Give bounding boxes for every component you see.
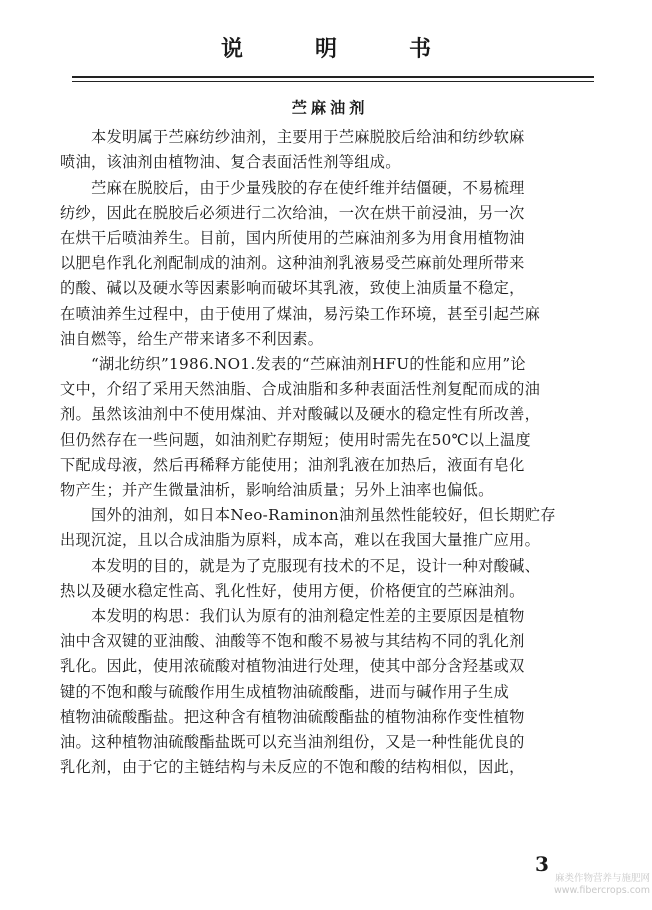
text-line: “湖北纺织”1986.NO1.发表的“苎麻油剂HFU的性能和应用”论 [60, 355, 526, 374]
text-line: 喷油，该油剂由植物油、复合表面活性剂等组成。 [60, 153, 401, 172]
header-rule-thin [72, 81, 594, 82]
text-line: 但仍然存在一些问题，如油剂贮存期短；使用时需先在50℃以上温度 [60, 430, 531, 449]
text-line: 文中，介绍了采用天然油脂、合成油脂和多种表面活性剂复配而成的油 [60, 380, 541, 399]
document-body [60, 96, 600, 780]
text-line: 植物油硫酸酯盐。把这种含有植物油硫酸酯盐的植物油称作变性植物 [60, 707, 525, 726]
text-line: 纺纱，因此在脱胶后必须进行二次给油，一次在烘干前浸油，另一次 [60, 203, 525, 222]
text-line: 国外的油剂，如日本Neo-Raminon油剂虽然性能较好，但长期贮存 [60, 506, 556, 525]
text-line: 的酸、碱以及硬水等因素影响而破坏其乳液，致使上油质量不稳定， [60, 279, 525, 298]
text-line: 在喷油养生过程中，由于使用了煤油，易污染工作环境，甚至引起苎麻 [60, 304, 541, 323]
text-line: 物产生；并产生微量油析，影响给油质量；另外上油率也偏低。 [60, 481, 494, 500]
text-line: 苎麻在脱胶后，由于少量残胶的存在使纤维并结僵硬，不易梳理 [60, 178, 525, 197]
watermark-title: 麻类作物营养与施肥网 [554, 873, 650, 884]
text-line: 在烘干后喷油养生。目前，国内所使用的苎麻油剂多为用食用植物油 [60, 229, 525, 248]
text-line: 热以及硬水稳定性高、乳化性好，使用方便，价格便宜的苎麻油剂。 [60, 581, 525, 600]
text-line: 乳化。因此，使用浓硫酸对植物油进行处理，使其中部分含羟基或双 [60, 657, 525, 676]
page-number: 3 [535, 852, 549, 876]
header-rule-thick [72, 76, 594, 78]
text-line: 油。这种植物油硫酸酯盐既可以充当油剂组份，又是一种性能优良的 [60, 733, 525, 752]
text-line: 本发明的目的，就是为了克服现有技术的不足，设计一种对酸碱、 [60, 556, 541, 575]
text-line: 本发明属于苎麻纺纱油剂，主要用于苎麻脱胶后给油和纺纱软麻 [60, 128, 525, 147]
text-line: 乳化剂，由于它的主链结构与未反应的不饱和酸的结构相似，因此， [60, 758, 525, 777]
document-title: 说明书 [220, 36, 503, 62]
section-subtitle: 苎麻油剂 [291, 99, 369, 117]
text-line: 以肥皂作乳化剂配制成的油剂。这种油剂乳液易受苎麻前处理所带来 [60, 254, 525, 273]
text-line: 油中含双键的亚油酸、油酸等不饱和酸不易被与其结构不同的乳化剂 [60, 632, 525, 651]
text-line: 出现沉淀，且以合成油脂为原料，成本高，难以在我国大量推广应用。 [60, 531, 541, 550]
text-line: 下配成母液，然后再稀释方能使用；油剂乳液在加热后，液面有皂化 [60, 455, 525, 474]
text-line: 键的不饱和酸与硫酸作用生成植物油硫酸酯，进而与碱作用子生成 [60, 682, 510, 701]
text-line: 本发明的构思：我们认为原有的油剂稳定性差的主要原因是植物 [60, 607, 525, 626]
text-line: 剂。虽然该油剂中不使用煤油、并对酸碱以及硬水的稳定性有所改善， [60, 405, 541, 424]
watermark-url: www.fibercrops.com [553, 885, 650, 896]
watermark [502, 873, 650, 897]
text-line: 油自燃等，给生产带来诸多不利因素。 [60, 329, 324, 348]
